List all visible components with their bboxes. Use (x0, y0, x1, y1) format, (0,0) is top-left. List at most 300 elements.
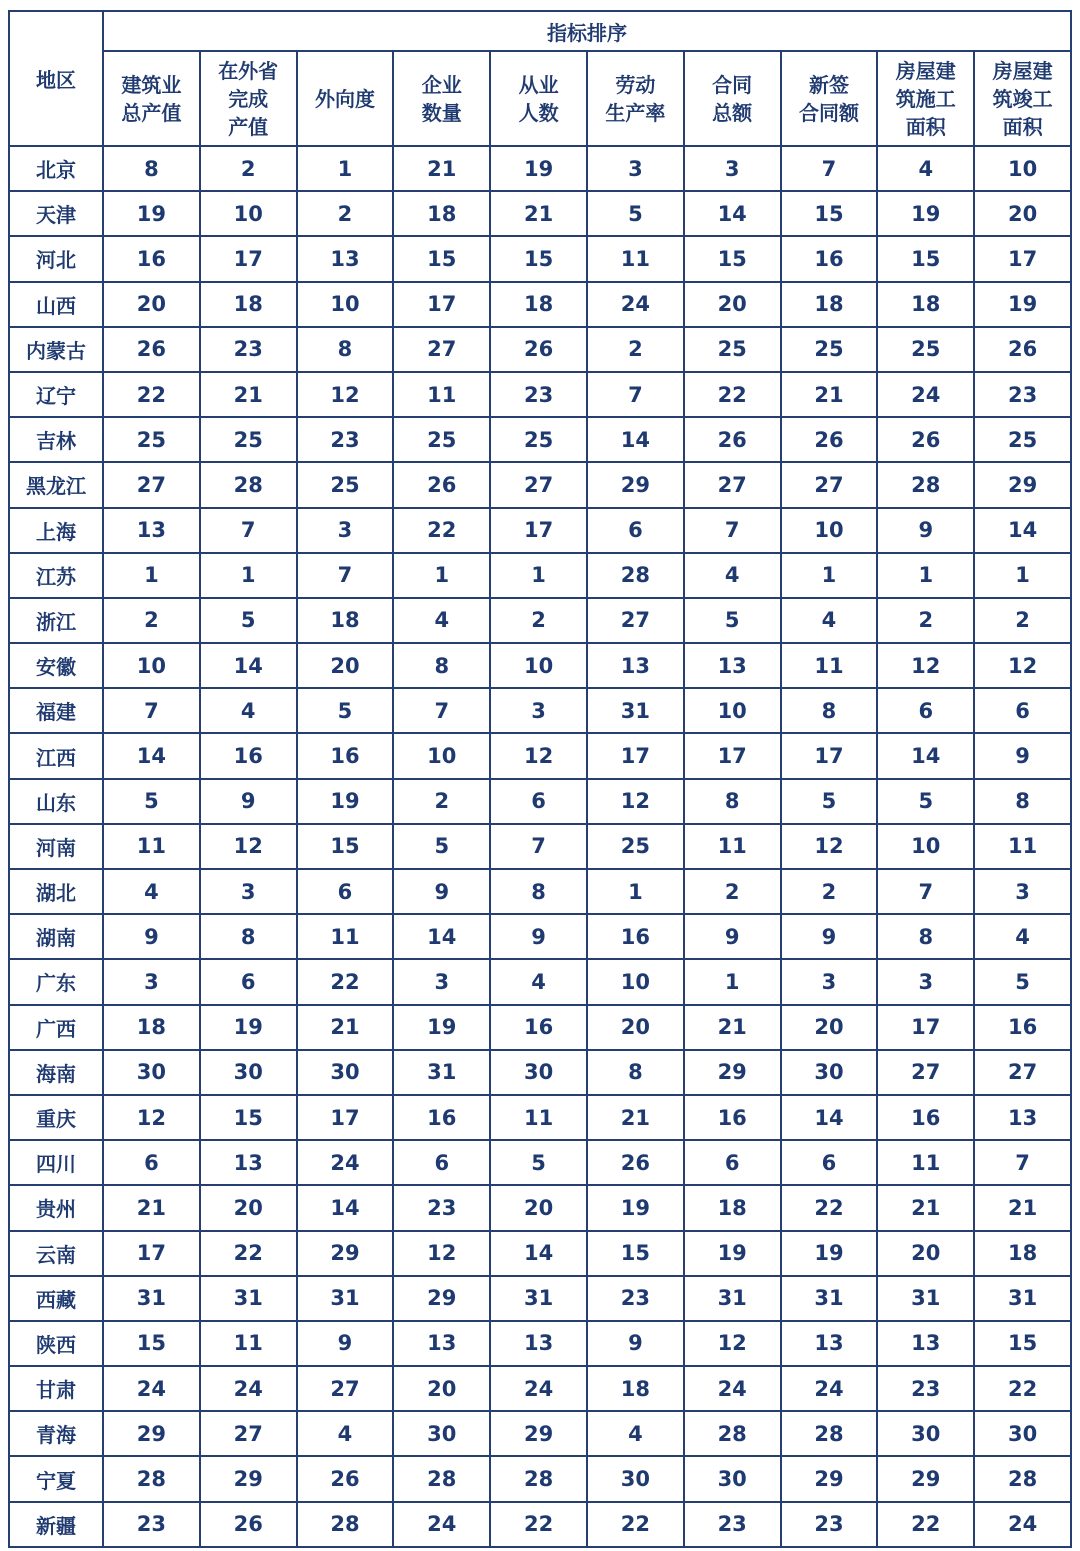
table-row (9, 1231, 1071, 1276)
rank-cell: 10 (297, 282, 394, 327)
rank-cell: 22 (200, 1231, 297, 1276)
rank-cell: 4 (393, 598, 490, 643)
rank-cell: 25 (877, 327, 974, 372)
rank-cell: 24 (297, 1140, 394, 1185)
rank-cell: 22 (587, 1502, 684, 1547)
column-header (490, 51, 587, 146)
rank-cell: 19 (974, 282, 1071, 327)
column-header-label: 房屋建 筑施工 面积 (895, 58, 956, 139)
rank-cell: 2 (297, 191, 394, 236)
table-row (9, 733, 1071, 778)
rank-cell: 3 (587, 146, 684, 191)
rank-cell: 16 (297, 733, 394, 778)
rank-cell: 4 (974, 914, 1071, 959)
rank-cell: 26 (393, 462, 490, 507)
rank-cell: 1 (877, 553, 974, 598)
rank-cell: 23 (490, 372, 587, 417)
table-row (9, 688, 1071, 733)
region-cell: 宁夏 (9, 1456, 103, 1501)
rank-cell: 21 (781, 372, 878, 417)
rank-cell: 28 (974, 1456, 1071, 1501)
rank-cell: 9 (297, 1321, 394, 1366)
rank-cell: 19 (490, 146, 587, 191)
rank-cell: 23 (297, 417, 394, 462)
region-cell: 甘肃 (9, 1366, 103, 1411)
rank-cell: 12 (297, 372, 394, 417)
rank-cell: 5 (490, 1140, 587, 1185)
region-cell: 新疆 (9, 1502, 103, 1547)
rank-cell: 14 (297, 1185, 394, 1230)
rank-cell: 19 (103, 191, 200, 236)
rank-cell: 6 (103, 1140, 200, 1185)
rank-cell: 13 (877, 1321, 974, 1366)
rank-cell: 20 (684, 282, 781, 327)
region-cell: 西藏 (9, 1276, 103, 1321)
rank-cell: 27 (490, 462, 587, 507)
table-row (9, 1456, 1071, 1501)
rank-cell: 11 (877, 1140, 974, 1185)
rank-cell: 22 (781, 1185, 878, 1230)
rank-cell: 15 (781, 191, 878, 236)
column-header-label: 企业 数量 (421, 72, 462, 125)
rank-cell: 6 (490, 779, 587, 824)
rank-cell: 8 (297, 327, 394, 372)
table-row (9, 598, 1071, 643)
rank-cell: 7 (587, 372, 684, 417)
rank-cell: 6 (587, 508, 684, 553)
rank-cell: 15 (877, 236, 974, 281)
rank-cell: 3 (490, 688, 587, 733)
rank-cell: 29 (297, 1231, 394, 1276)
rank-cell: 9 (200, 779, 297, 824)
rank-cell: 4 (490, 959, 587, 1004)
region-cell: 福建 (9, 688, 103, 733)
rank-cell: 13 (684, 643, 781, 688)
rank-cell: 24 (200, 1366, 297, 1411)
rank-cell: 11 (393, 372, 490, 417)
region-cell: 河北 (9, 236, 103, 281)
rank-cell: 27 (781, 462, 878, 507)
rank-cell: 18 (781, 282, 878, 327)
table-row (9, 191, 1071, 236)
region-cell: 辽宁 (9, 372, 103, 417)
rank-cell: 28 (781, 1411, 878, 1456)
rank-cell: 18 (297, 598, 394, 643)
rank-cell: 19 (684, 1231, 781, 1276)
rank-cell: 9 (490, 914, 587, 959)
rank-cell: 5 (781, 779, 878, 824)
rank-cell: 18 (684, 1185, 781, 1230)
table-row (9, 643, 1071, 688)
rank-cell: 1 (781, 553, 878, 598)
rank-cell: 22 (684, 372, 781, 417)
rank-cell: 2 (781, 869, 878, 914)
rank-cell: 25 (297, 462, 394, 507)
rank-cell: 31 (974, 1276, 1071, 1321)
rank-cell: 23 (393, 1185, 490, 1230)
rank-cell: 30 (587, 1456, 684, 1501)
rank-cell: 24 (877, 372, 974, 417)
rank-cell: 4 (781, 598, 878, 643)
table-row (9, 462, 1071, 507)
region-cell: 河南 (9, 824, 103, 869)
column-header (393, 51, 490, 146)
rank-cell: 24 (393, 1502, 490, 1547)
rank-cell: 31 (490, 1276, 587, 1321)
rank-cell: 27 (103, 462, 200, 507)
rank-cell: 15 (297, 824, 394, 869)
rank-cell: 29 (974, 462, 1071, 507)
rank-cell: 26 (103, 327, 200, 372)
rank-cell: 30 (393, 1411, 490, 1456)
table-row (9, 372, 1071, 417)
rank-cell: 2 (103, 598, 200, 643)
rank-cell: 10 (684, 688, 781, 733)
rank-cell: 31 (587, 688, 684, 733)
rank-cell: 30 (103, 1050, 200, 1095)
rank-cell: 27 (684, 462, 781, 507)
rank-cell: 12 (781, 824, 878, 869)
rank-cell: 30 (297, 1050, 394, 1095)
table-row (9, 1321, 1071, 1366)
rank-cell: 10 (200, 191, 297, 236)
column-header (684, 51, 781, 146)
rank-cell: 24 (587, 282, 684, 327)
rank-cell: 29 (684, 1050, 781, 1095)
rank-cell: 27 (974, 1050, 1071, 1095)
rank-cell: 17 (974, 236, 1071, 281)
header-row-group (9, 11, 1071, 51)
table-row (9, 1185, 1071, 1230)
rank-cell: 8 (587, 1050, 684, 1095)
region-cell: 北京 (9, 146, 103, 191)
rank-cell: 17 (297, 1095, 394, 1140)
rank-cell: 11 (200, 1321, 297, 1366)
rank-cell: 26 (297, 1456, 394, 1501)
rank-cell: 29 (103, 1411, 200, 1456)
region-cell: 上海 (9, 508, 103, 553)
rank-cell: 5 (877, 779, 974, 824)
rank-cell: 6 (393, 1140, 490, 1185)
rank-cell: 14 (974, 508, 1071, 553)
region-cell: 安徽 (9, 643, 103, 688)
rank-cell: 2 (490, 598, 587, 643)
rank-cell: 17 (103, 1231, 200, 1276)
rank-cell: 17 (200, 236, 297, 281)
rank-cell: 12 (974, 643, 1071, 688)
region-column-header: 地区 (9, 11, 103, 146)
rank-cell: 10 (490, 643, 587, 688)
rank-cell: 26 (974, 327, 1071, 372)
rank-cell: 7 (490, 824, 587, 869)
rank-cell: 31 (103, 1276, 200, 1321)
rank-cell: 18 (103, 1005, 200, 1050)
rank-cell: 12 (103, 1095, 200, 1140)
header-row-columns (9, 51, 1071, 146)
rank-cell: 31 (200, 1276, 297, 1321)
rank-cell: 20 (974, 191, 1071, 236)
rank-cell: 26 (684, 417, 781, 462)
rank-cell: 31 (297, 1276, 394, 1321)
rank-cell: 16 (490, 1005, 587, 1050)
rank-cell: 28 (200, 462, 297, 507)
rank-cell: 12 (877, 643, 974, 688)
table-row (9, 824, 1071, 869)
region-cell: 云南 (9, 1231, 103, 1276)
rank-cell: 18 (587, 1366, 684, 1411)
rank-cell: 7 (974, 1140, 1071, 1185)
rank-cell: 30 (974, 1411, 1071, 1456)
rank-cell: 20 (297, 643, 394, 688)
rank-cell: 19 (393, 1005, 490, 1050)
rank-cell: 23 (200, 327, 297, 372)
region-cell: 青海 (9, 1411, 103, 1456)
rank-cell: 16 (587, 914, 684, 959)
rank-cell: 3 (974, 869, 1071, 914)
rank-cell: 22 (974, 1366, 1071, 1411)
rank-cell: 9 (781, 914, 878, 959)
rank-cell: 29 (490, 1411, 587, 1456)
rank-cell: 14 (200, 643, 297, 688)
rank-cell: 30 (877, 1411, 974, 1456)
column-header-label: 外向度 (314, 86, 375, 111)
table-row (9, 282, 1071, 327)
rank-cell: 18 (877, 282, 974, 327)
rank-cell: 2 (974, 598, 1071, 643)
rank-cell: 17 (490, 508, 587, 553)
rank-cell: 31 (781, 1276, 878, 1321)
rank-cell: 13 (297, 236, 394, 281)
rank-cell: 25 (393, 417, 490, 462)
rank-cell: 27 (200, 1411, 297, 1456)
rank-cell: 14 (587, 417, 684, 462)
rank-cell: 13 (103, 508, 200, 553)
rank-cell: 2 (684, 869, 781, 914)
rank-cell: 7 (103, 688, 200, 733)
column-header-label: 从业 人数 (518, 72, 559, 125)
region-cell: 广西 (9, 1005, 103, 1050)
column-header (587, 51, 684, 146)
region-cell: 山东 (9, 779, 103, 824)
rank-cell: 16 (393, 1095, 490, 1140)
column-header-label: 新签 合同额 (798, 72, 859, 125)
rank-cell: 25 (684, 327, 781, 372)
rank-cell: 8 (974, 779, 1071, 824)
rank-cell: 16 (877, 1095, 974, 1140)
rank-cell: 29 (587, 462, 684, 507)
rank-cell: 4 (200, 688, 297, 733)
rank-cell: 4 (587, 1411, 684, 1456)
rank-cell: 17 (587, 733, 684, 778)
rank-cell: 19 (781, 1231, 878, 1276)
rank-cell: 11 (103, 824, 200, 869)
rank-cell: 15 (393, 236, 490, 281)
rank-cell: 7 (684, 508, 781, 553)
rank-cell: 29 (200, 1456, 297, 1501)
rank-cell: 31 (877, 1276, 974, 1321)
rank-cell: 28 (393, 1456, 490, 1501)
rank-cell: 11 (684, 824, 781, 869)
rank-cell: 23 (103, 1502, 200, 1547)
rank-cell: 1 (297, 146, 394, 191)
rank-cell: 1 (103, 553, 200, 598)
rank-cell: 6 (684, 1140, 781, 1185)
column-header (781, 51, 878, 146)
rank-cell: 3 (103, 959, 200, 1004)
rank-cell: 3 (393, 959, 490, 1004)
rank-cell: 28 (297, 1502, 394, 1547)
rank-cell: 17 (781, 733, 878, 778)
rank-cell: 21 (103, 1185, 200, 1230)
rank-cell: 28 (490, 1456, 587, 1501)
rank-cell: 14 (781, 1095, 878, 1140)
rank-cell: 27 (877, 1050, 974, 1095)
rank-cell: 25 (490, 417, 587, 462)
ranking-table-body (9, 146, 1071, 1547)
rank-cell: 26 (877, 417, 974, 462)
rank-cell: 3 (684, 146, 781, 191)
indicator-ranking-header: 指标排序 (103, 11, 1071, 51)
rank-cell: 8 (781, 688, 878, 733)
rank-cell: 13 (781, 1321, 878, 1366)
table-row (9, 1411, 1071, 1456)
column-header-label: 房屋建 筑竣工 面积 (992, 58, 1053, 139)
rank-cell: 1 (684, 959, 781, 1004)
rank-cell: 6 (200, 959, 297, 1004)
rank-cell: 3 (877, 959, 974, 1004)
rank-cell: 8 (684, 779, 781, 824)
table-row (9, 1502, 1071, 1547)
rank-cell: 14 (684, 191, 781, 236)
rank-cell: 14 (490, 1231, 587, 1276)
rank-cell: 9 (393, 869, 490, 914)
rank-cell: 24 (684, 1366, 781, 1411)
rank-cell: 14 (877, 733, 974, 778)
rank-cell: 14 (393, 914, 490, 959)
region-cell: 山西 (9, 282, 103, 327)
table-row (9, 1140, 1071, 1185)
rank-cell: 15 (490, 236, 587, 281)
rank-cell: 20 (393, 1366, 490, 1411)
rank-cell: 30 (490, 1050, 587, 1095)
rank-cell: 24 (974, 1502, 1071, 1547)
rank-cell: 5 (974, 959, 1071, 1004)
rank-cell: 2 (393, 779, 490, 824)
rank-cell: 8 (103, 146, 200, 191)
rank-cell: 21 (490, 191, 587, 236)
rank-cell: 2 (200, 146, 297, 191)
rank-cell: 10 (393, 733, 490, 778)
region-cell: 陕西 (9, 1321, 103, 1366)
rank-cell: 8 (490, 869, 587, 914)
rank-cell: 28 (587, 553, 684, 598)
rank-cell: 10 (103, 643, 200, 688)
table-row (9, 1366, 1071, 1411)
rank-cell: 16 (974, 1005, 1071, 1050)
rank-cell: 9 (877, 508, 974, 553)
rank-cell: 4 (684, 553, 781, 598)
rank-cell: 22 (297, 959, 394, 1004)
rank-cell: 28 (684, 1411, 781, 1456)
rank-cell: 28 (103, 1456, 200, 1501)
rank-cell: 20 (877, 1231, 974, 1276)
table-row (9, 417, 1071, 462)
rank-cell: 22 (877, 1502, 974, 1547)
rank-cell: 19 (587, 1185, 684, 1230)
column-header (103, 51, 200, 146)
column-header-label: 在外省 完成 产值 (218, 58, 279, 139)
column-header (974, 51, 1071, 146)
rank-cell: 10 (587, 959, 684, 1004)
rank-cell: 25 (974, 417, 1071, 462)
rank-cell: 25 (781, 327, 878, 372)
rank-cell: 14 (103, 733, 200, 778)
rank-cell: 12 (587, 779, 684, 824)
region-cell: 广东 (9, 959, 103, 1004)
rank-cell: 10 (877, 824, 974, 869)
column-header (877, 51, 974, 146)
rank-cell: 20 (200, 1185, 297, 1230)
rank-cell: 25 (200, 417, 297, 462)
rank-cell: 18 (490, 282, 587, 327)
rank-cell: 26 (200, 1502, 297, 1547)
rank-cell: 22 (103, 372, 200, 417)
rank-cell: 1 (200, 553, 297, 598)
rank-cell: 10 (781, 508, 878, 553)
rank-cell: 31 (393, 1050, 490, 1095)
table-row (9, 959, 1071, 1004)
region-cell: 湖南 (9, 914, 103, 959)
rank-cell: 5 (200, 598, 297, 643)
rank-cell: 13 (974, 1095, 1071, 1140)
column-header (297, 51, 394, 146)
rank-cell: 18 (974, 1231, 1071, 1276)
column-header (200, 51, 297, 146)
rank-cell: 23 (684, 1502, 781, 1547)
rank-cell: 18 (393, 191, 490, 236)
region-cell: 内蒙古 (9, 327, 103, 372)
rank-cell: 23 (877, 1366, 974, 1411)
rank-cell: 21 (684, 1005, 781, 1050)
rank-cell: 13 (200, 1140, 297, 1185)
rank-cell: 9 (587, 1321, 684, 1366)
rank-cell: 20 (587, 1005, 684, 1050)
rank-cell: 1 (587, 869, 684, 914)
rank-cell: 16 (684, 1095, 781, 1140)
region-cell: 湖北 (9, 869, 103, 914)
rank-cell: 28 (877, 462, 974, 507)
table-row (9, 1050, 1071, 1095)
rank-cell: 17 (393, 282, 490, 327)
rank-cell: 4 (877, 146, 974, 191)
rank-cell: 7 (781, 146, 878, 191)
table-row (9, 508, 1071, 553)
rank-cell: 6 (297, 869, 394, 914)
region-cell: 贵州 (9, 1185, 103, 1230)
rank-cell: 24 (781, 1366, 878, 1411)
table-row (9, 1095, 1071, 1140)
rank-cell: 2 (877, 598, 974, 643)
rank-cell: 5 (103, 779, 200, 824)
rank-cell: 22 (490, 1502, 587, 1547)
rank-cell: 15 (103, 1321, 200, 1366)
rank-cell: 3 (200, 869, 297, 914)
rank-cell: 7 (393, 688, 490, 733)
table-row (9, 1276, 1071, 1321)
rank-cell: 1 (393, 553, 490, 598)
rank-cell: 31 (684, 1276, 781, 1321)
rank-cell: 24 (490, 1366, 587, 1411)
